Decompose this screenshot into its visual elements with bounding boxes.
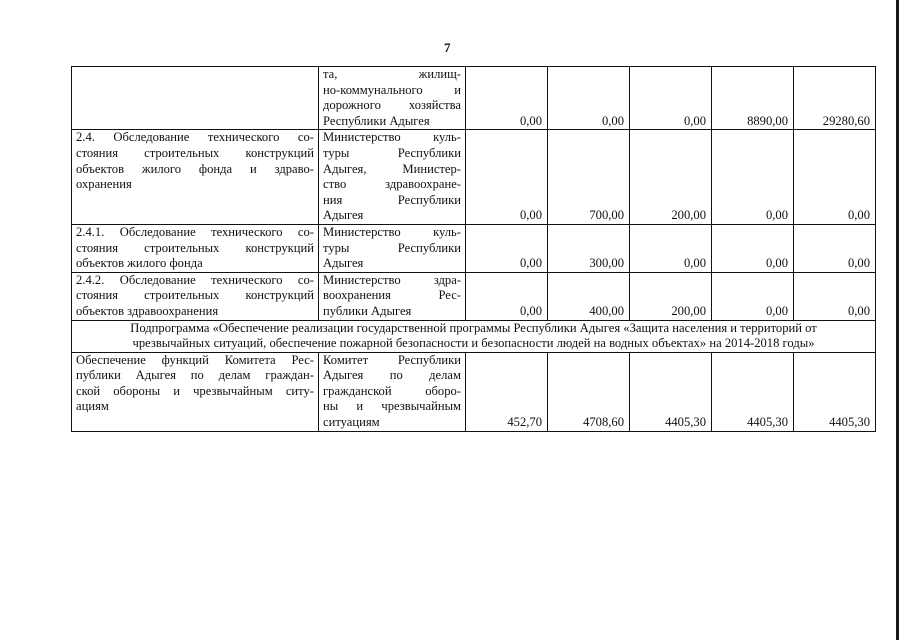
measure-name-cell-line: стояния строительных конструкций xyxy=(76,145,314,160)
executor-cell-line: Министерство здра- xyxy=(323,272,461,287)
executor-cell xyxy=(319,67,466,130)
executor-cell-line: Адыгея xyxy=(323,256,364,271)
measure-name-cell xyxy=(72,224,319,272)
table-row xyxy=(72,130,876,225)
measure-name-cell xyxy=(72,67,319,130)
subprogram-title: Подпрограмма «Обеспечение реализации государственной программы Республики Адыгея «Защита населения и территорий от чрезвычайных ситуаций, обеспечение пожарной безопасности и безопасности людей на водных объектах» на 2014-2018 годы» xyxy=(72,320,876,352)
executor-cell-line: ны и чрезвычайным xyxy=(323,399,461,414)
executor-cell-line: Министерство куль- xyxy=(323,130,461,145)
executor-cell-line: туры Республики xyxy=(323,145,461,160)
amount-cell: 4405,30 xyxy=(630,352,712,431)
table-row xyxy=(72,224,876,272)
executor-cell-line: гражданской оборо- xyxy=(323,383,461,398)
amount-cell: 200,00 xyxy=(630,130,712,225)
amount-cell: 700,00 xyxy=(548,130,630,225)
executor-cell-line: но-коммунального и xyxy=(323,82,461,97)
executor-cell xyxy=(319,224,466,272)
measure-name-cell-line: охранения xyxy=(76,177,132,192)
amount-cell: 0,00 xyxy=(466,272,548,320)
measure-name-cell-line: объектов жилого фонда xyxy=(76,256,203,271)
measure-name-cell-line: объектов жилого фонда и здраво- xyxy=(76,161,314,176)
measure-name-cell-line: стояния строительных конструкций xyxy=(76,240,314,255)
measure-name-cell-line: 2.4. Обследование технического со- xyxy=(76,130,314,145)
executor-cell-line: Республики Адыгея xyxy=(323,113,430,128)
amount-cell: 0,00 xyxy=(712,224,794,272)
executor-cell-line: публики Адыгея xyxy=(323,303,412,318)
executor-cell-line: воохранения Рес- xyxy=(323,288,461,303)
amount-cell: 4405,30 xyxy=(712,352,794,431)
table-row xyxy=(72,352,876,431)
measure-name-cell-line: ациям xyxy=(76,399,109,414)
page-number: 7 xyxy=(444,40,451,55)
measure-name-cell-line: 2.4.1. Обследование технического со- xyxy=(76,224,314,239)
amount-cell: 0,00 xyxy=(630,67,712,130)
amount-cell: 200,00 xyxy=(630,272,712,320)
amount-cell: 4405,30 xyxy=(794,352,876,431)
amount-cell: 0,00 xyxy=(794,272,876,320)
amount-cell: 8890,00 xyxy=(712,67,794,130)
table-row xyxy=(72,67,876,130)
scan-edge-line xyxy=(896,0,899,640)
measure-name-cell xyxy=(72,352,319,431)
executor-cell-line: ство здравоохране- xyxy=(323,177,461,192)
amount-cell: 0,00 xyxy=(466,67,548,130)
executor-cell-line: Адыгея, Министер- xyxy=(323,161,461,176)
amount-cell: 0,00 xyxy=(466,224,548,272)
measure-name-cell-line: объектов здравоохранения xyxy=(76,303,219,318)
measure-name-cell xyxy=(72,130,319,225)
measure-name-cell-line: Обеспечение функций Комитета Рес- xyxy=(76,352,314,367)
executor-cell xyxy=(319,352,466,431)
budget-table-body xyxy=(72,67,876,432)
executor-cell xyxy=(319,272,466,320)
amount-cell: 300,00 xyxy=(548,224,630,272)
amount-cell: 0,00 xyxy=(630,224,712,272)
executor-cell-line: дорожного хозяйства xyxy=(323,98,461,113)
amount-cell: 0,00 xyxy=(712,272,794,320)
budget-table xyxy=(71,66,876,432)
executor-cell-line: Министерство куль- xyxy=(323,224,461,239)
amount-cell: 0,00 xyxy=(794,130,876,225)
executor-cell-line: ситуациям xyxy=(323,415,380,430)
subprogram-header-row xyxy=(72,320,876,352)
measure-name-cell-line: публики Адыгея по делам граждан- xyxy=(76,368,314,383)
amount-cell: 0,00 xyxy=(548,67,630,130)
measure-name-cell-line: стояния строительных конструкций xyxy=(76,288,314,303)
executor-cell-line: Адыгея по делам xyxy=(323,368,461,383)
executor-cell-line: ния Республики xyxy=(323,192,461,207)
measure-name-cell-line: ской обороны и чрезвычайным ситу- xyxy=(76,383,314,398)
executor-cell-line: Комитет Республики xyxy=(323,352,461,367)
amount-cell: 400,00 xyxy=(548,272,630,320)
measure-name-cell-line: 2.4.2. Обследование технического со- xyxy=(76,272,314,287)
measure-name-cell xyxy=(72,272,319,320)
table-row xyxy=(72,272,876,320)
executor-cell-line: туры Республики xyxy=(323,240,461,255)
amount-cell: 0,00 xyxy=(712,130,794,225)
executor-cell-line: та, жилищ- xyxy=(323,67,461,81)
amount-cell: 452,70 xyxy=(466,352,548,431)
executor-cell xyxy=(319,130,466,225)
executor-cell-line: Адыгея xyxy=(323,208,364,223)
amount-cell: 0,00 xyxy=(466,130,548,225)
amount-cell: 4708,60 xyxy=(548,352,630,431)
amount-cell: 29280,60 xyxy=(794,67,876,130)
amount-cell: 0,00 xyxy=(794,224,876,272)
